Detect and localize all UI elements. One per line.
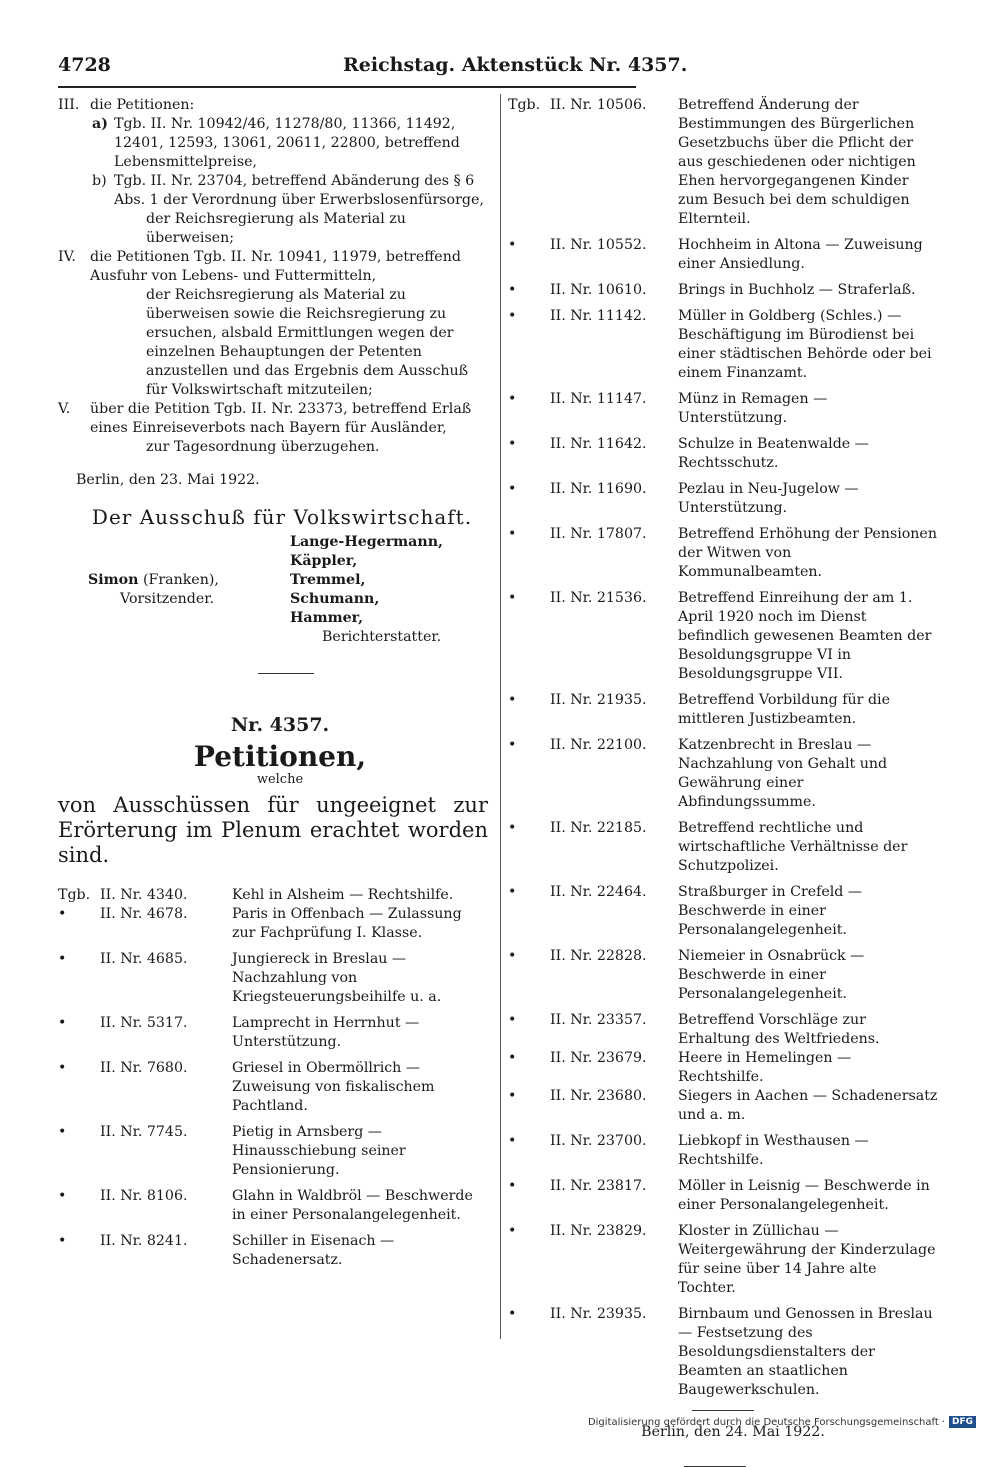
date-line: Berlin, den 23. Mai 1922. [76, 472, 260, 488]
list-item: • II. Nr. 23680. Siegers in Aachen — Schadenersatz und a. m. [508, 1088, 938, 1123]
chair-signature: Simon (Franken), Vorsitzender. [88, 572, 219, 607]
list-item: • II. Nr. 21536. Betreffend Einreihung der am 1. April 1920 noch im Dienst befindlich gewesenen Beamten der Besoldungsgruppe VI in Besoldungsgruppe VII. [508, 590, 932, 682]
header-rule [58, 86, 636, 88]
list-item: • II. Nr. 23935. Birnbaum und Genossen in Breslau — Festsetzung des Besoldungsdienstalters der Beamten an staatlichen Baugewerkschulen. [508, 1306, 933, 1398]
committee-name: Der Ausschuß für Volkswirtschaft. [91, 505, 473, 529]
signatures [58, 533, 488, 659]
decision-v: zur Tagesordnung überzugehen. [146, 439, 380, 455]
closing-date: Berlin, den 24. Mai 1922. [641, 1424, 825, 1440]
title-connector: welche [256, 772, 304, 787]
list-item: • II. Nr. 23817. Möller in Leisnig — Beschwerde in einer Personalangelegenheit. [508, 1178, 930, 1213]
rapporteur-signatures: Lange-Hegermann, Käppler, Tremmel, Schumann, Hammer, Berichterstatter. [290, 534, 443, 645]
list-item: • II. Nr. 10610. Brings in Buchholz — Straferlaß. [508, 282, 916, 298]
item-v: V. über die Petition Tgb. II. Nr. 23373, betreffend Erlaß eines Einreiseverbots nach Bayern für Ausländer, [58, 401, 472, 436]
list-item: • II. Nr. 23700. Liebkopf in Westhausen — Rechtshilfe. [508, 1133, 869, 1168]
decision-iv: der Reichsregierung als Material zu überweisen sowie die Reichsregierung zu ersuchen, alsbald Ermittlungen wegen der einzelnen Behauptungen der Petenten anzustellen und das Ergebnis dem Ausschuß für Volkswirtschaft mitzuteilen; [146, 287, 469, 398]
list-item: • II. Nr. 11142. Müller in Goldberg (Schles.) — Beschäftigung im Bürodienst bei einer städtischen Behörde oder bei einem Finanzamt. [508, 308, 932, 381]
dfg-logo: · [941, 1416, 945, 1428]
document-number: Nr. 4357. [230, 714, 330, 736]
right-column [508, 96, 938, 1467]
left-petition-list [58, 886, 488, 1270]
list-item: • II. Nr. 22185. Betreffend rechtliche und wirtschaftliche Verhältnisse der Schutzpolizei. [508, 820, 908, 874]
column-divider [500, 94, 501, 1339]
list-item: • II. Nr. 8241. Schiller in Eisenach — Schadenersatz. [58, 1233, 395, 1268]
list-item: • II. Nr. 22464. Straßburger in Crefeld — Beschwerde in einer Personalangelegenheit. [508, 884, 863, 938]
list-item: • II. Nr. 7745. Pietig in Arnsberg — Hinausschiebung seiner Pensionierung. [58, 1124, 406, 1178]
list-item: • II. Nr. 11642. Schulze in Beatenwalde — Rechtsschutz. [508, 436, 869, 471]
page-number: 4728 [58, 54, 111, 76]
footer [588, 1416, 976, 1428]
list-item: Tgb. II. Nr. 10506. Betreffend Änderung der Bestimmungen des Bürgerlichen Gesetzbuchs über die Pflicht der aus geschiedenen oder nichtigen Ehen hervorgegangenen Kinder zum Besuch bei dem schuldigen Elternteil. [508, 97, 916, 227]
item-iii-a: a) Tgb. II. Nr. 10942/46, 11278/80, 11366, 11492, 12401, 12593, 13061, 20611, 22800, betreffend Lebensmittelpreise, [92, 116, 460, 170]
item-iv: IV. die Petitionen Tgb. II. Nr. 10941, 11979, betreffend Ausfuhr von Lebens- und Futtermitteln, [58, 249, 461, 284]
page-header [58, 54, 688, 82]
list-item: • II. Nr. 23357. Betreffend Vorschläge zur Erhaltung des Weltfriedens. [508, 1012, 880, 1047]
list-item: • II. Nr. 7680. Griesel in Obermöllrich — Zuweisung von fiskalischem Pachtland. [58, 1060, 435, 1114]
left-column [58, 96, 488, 1270]
item-iii: III. die Petitionen: [58, 97, 195, 113]
running-head: Reichstag. Aktenstück Nr. 4357. [343, 54, 688, 76]
list-item: • II. Nr. 23829. Kloster in Züllichau — Weitergewährung der Kinderzulage für seine über 14 Jahre alte Tochter. [508, 1223, 936, 1296]
list-item: • II. Nr. 8106. Glahn in Waldbröl — Beschwerde in einer Personalangelegenheit. [58, 1188, 473, 1223]
section-rule [258, 673, 314, 674]
list-item: • II. Nr. 5317. Lamprecht in Herrnhut — Unterstützung. [58, 1015, 420, 1050]
list-item: • II. Nr. 17807. Betreffend Erhöhung der Pensionen der Witwen von Kommunalbeamten. [508, 526, 937, 580]
closing-rule [692, 1410, 754, 1411]
list-item: • II. Nr. 22828. Niemeier in Osnabrück — Beschwerde in einer Personalangelegenheit. [508, 948, 865, 1002]
list-item: Tgb. II. Nr. 4340. Kehl in Alsheim — Rechtshilfe. [58, 887, 454, 903]
main-title: Petitionen, [193, 740, 367, 773]
list-item: • II. Nr. 4678. Paris in Offenbach — Zulassung zur Fachprüfung I. Klasse. [58, 906, 462, 941]
list-item: • II. Nr. 22100. Katzenbrecht in Breslau — Nachzahlung von Gehalt und Gewährung einer Abfindungssumme. [508, 737, 888, 810]
list-item: • II. Nr. 11690. Pezlau in Neu-Jugelow — Unterstützung. [508, 481, 859, 516]
item-iii-b: b) Tgb. II. Nr. 23704, betreffend Abänderung des § 6 Abs. 1 der Verordnung über Erwerbslosenfürsorge, [92, 173, 484, 208]
list-item: • II. Nr. 10552. Hochheim in Altona — Zuweisung einer Ansiedlung. [508, 237, 923, 272]
list-item: • II. Nr. 21935. Betreffend Vorbildung für die mittleren Justizbeamten. [508, 692, 890, 727]
list-item: • II. Nr. 23679. Heere in Hemelingen — Rechtshilfe. [508, 1050, 852, 1085]
subtitle: von Ausschüssen für ungeeignet zur Erörterung im Plenum erachtet worden sind. [58, 793, 488, 867]
footer-credit: Digitalisierung gefördert durch die Deutsche Forschungsgemeinschaft [587, 1416, 939, 1428]
list-item: • II. Nr. 11147. Münz in Remagen — Unterstützung. [508, 391, 828, 426]
dfg-logo-icon: DFG [949, 1416, 976, 1428]
decision-iii: der Reichsregierung als Material zu überweisen; [146, 211, 406, 246]
list-item: • II. Nr. 4685. Jungiereck in Breslau — Nachzahlung von Kriegsteuerungsbeihilfe u. a. [58, 951, 442, 1005]
